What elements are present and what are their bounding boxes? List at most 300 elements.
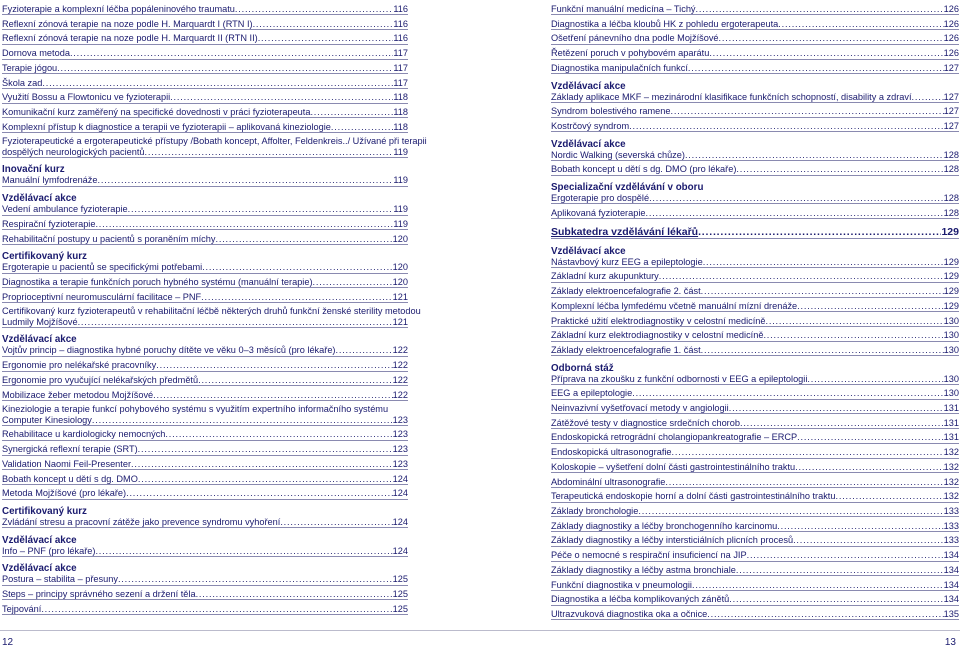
toc-entry[interactable] xyxy=(551,535,959,546)
dot-leader xyxy=(795,462,944,472)
dot-leader xyxy=(777,521,943,531)
dot-leader xyxy=(253,19,394,29)
toc-entry[interactable] xyxy=(2,63,408,74)
section-heading: Vzdělávací akce xyxy=(551,80,626,92)
toc-entry[interactable] xyxy=(2,4,408,15)
toc-entry[interactable] xyxy=(551,506,959,517)
toc-entry-title: Ultrazvuková diagnostika oka a očnice xyxy=(551,608,708,619)
dot-leader xyxy=(701,286,944,296)
toc-entry-page: 118 xyxy=(393,121,408,132)
toc-entry[interactable] xyxy=(551,208,959,219)
toc-entry[interactable] xyxy=(2,360,408,371)
toc-entry-page: 127 xyxy=(943,91,959,102)
toc-entry[interactable] xyxy=(551,447,959,458)
toc-entry-page: 130 xyxy=(943,315,959,326)
toc-entry-title: Příprava na zkoušku z funkční odbornosti v EEG a epileptologii xyxy=(551,373,808,384)
toc-entry-title: Endoskopická ultrasonografie xyxy=(551,447,672,458)
toc-entry-page: 134 xyxy=(943,550,959,561)
toc-entry[interactable] xyxy=(2,390,408,401)
section-heading: Specializační vzdělávání v oboru xyxy=(551,182,704,194)
section-heading: Odborná stáž xyxy=(551,362,614,374)
toc-entry-title-line1: Certifikovaný kurz fyzioterapeutů v rehabilitační léčbě některých druhů funkční ženské sterility metodou xyxy=(2,306,421,317)
toc-entry-title: Bobath koncept u dětí s dg. DMO (pro lékaře) xyxy=(551,164,737,175)
dot-leader xyxy=(170,92,393,102)
toc-entry[interactable] xyxy=(551,594,959,605)
toc-entry[interactable] xyxy=(2,234,408,245)
dot-leader xyxy=(235,4,393,14)
dot-leader xyxy=(313,277,393,287)
toc-entry[interactable] xyxy=(2,92,408,103)
dot-leader xyxy=(128,204,394,214)
toc-entry-title: Endoskopická retrográdní cholangiopankreatografie – ERCP xyxy=(551,432,798,443)
toc-entry-title: Ergoterapie pro dospělé xyxy=(551,193,650,204)
department-heading-page: 129 xyxy=(941,226,959,239)
toc-entry[interactable] xyxy=(2,175,408,186)
toc-entry[interactable] xyxy=(551,257,959,268)
toc-entry[interactable] xyxy=(551,609,959,620)
toc-entry[interactable] xyxy=(2,574,408,585)
dot-leader xyxy=(138,444,393,454)
toc-entry[interactable] xyxy=(551,418,959,429)
toc-entry-title: Komunikační kurz zaměřený na specifické dovednosti v práci fyzioterapeuta xyxy=(2,106,311,117)
toc-entry[interactable] xyxy=(2,262,408,273)
toc-entry-page: 125 xyxy=(392,603,408,614)
dot-leader xyxy=(336,345,393,355)
dot-leader xyxy=(92,415,393,425)
toc-entry-page: 130 xyxy=(943,344,959,355)
dot-leader xyxy=(765,316,943,326)
dot-leader xyxy=(201,292,393,302)
toc-entry[interactable] xyxy=(551,316,959,327)
dot-leader xyxy=(280,517,392,527)
toc-entry-line2 xyxy=(2,317,408,328)
toc-entry-title: Proprioceptivní neuromusculární facilitace – PNF xyxy=(2,291,202,302)
dot-leader xyxy=(736,565,944,575)
toc-entry[interactable] xyxy=(551,345,959,356)
toc-entry-page: 128 xyxy=(943,164,959,175)
toc-entry-page: 135 xyxy=(943,608,959,619)
toc-entry-line2 xyxy=(2,415,408,426)
toc-entry[interactable] xyxy=(2,589,408,600)
toc-entry-page: 129 xyxy=(943,271,959,282)
toc-entry-page: 129 xyxy=(943,286,959,297)
toc-entry-title: Péče o nemocné s respirační insuficiencí na JIP xyxy=(551,550,747,561)
page-number-right: 13 xyxy=(944,637,956,648)
toc-entry-page: 132 xyxy=(943,461,959,472)
toc-entry-page: 130 xyxy=(943,330,959,341)
toc-entry-page: 121 xyxy=(392,291,408,302)
toc-entry-title: Základy elektroencefalografie 2. část xyxy=(551,286,701,297)
dot-leader xyxy=(638,506,943,516)
toc-entry-page: 123 xyxy=(392,414,408,425)
toc-entry-page: 128 xyxy=(943,193,959,204)
toc-entry[interactable] xyxy=(2,204,408,215)
toc-entry-page: 122 xyxy=(392,360,408,371)
toc-entry[interactable] xyxy=(551,477,959,488)
toc-entry-page: 126 xyxy=(943,48,959,59)
toc-entry-title-line1: Fyzioterapeutické a ergoterapeutické přístupy /Bobath koncept, Affolter, Feldenkreis../ Užívané při terapii xyxy=(2,136,427,147)
section-heading: Certifikovaný kurz xyxy=(2,505,87,517)
toc-column-left xyxy=(2,4,427,618)
toc-entry-page: 131 xyxy=(943,432,959,443)
dot-leader xyxy=(797,301,944,311)
dot-leader xyxy=(41,604,392,614)
toc-entry[interactable] xyxy=(2,277,408,288)
toc-entry-title: Kostrčový syndrom xyxy=(551,120,630,131)
toc-entry-page: 127 xyxy=(943,120,959,131)
toc-entry[interactable] xyxy=(2,33,408,44)
toc-entry[interactable] xyxy=(551,121,959,132)
section-heading: Inovační kurz xyxy=(2,164,65,176)
toc-entry[interactable] xyxy=(551,491,959,502)
toc-entry-title: Bobath koncept u dětí s dg. DMO xyxy=(2,473,138,484)
toc-entry-title: Info – PNF (pro lékaře) xyxy=(2,545,96,556)
toc-entry-page: 129 xyxy=(943,300,959,311)
toc-entry-title: Abdominální ultrasonografie xyxy=(551,476,666,487)
toc-entry[interactable] xyxy=(2,604,408,615)
toc-entry-title: Vojtův princip – diagnostika hybné poruchy dítěte ve věku 0–3 měsíců (pro lékaře) xyxy=(2,345,336,356)
toc-entry-title: Diagnostika a terapie funkčních poruch hybného systému (manuální terapie) xyxy=(2,276,313,287)
toc-entry[interactable] xyxy=(551,432,959,443)
dot-leader xyxy=(95,546,392,556)
dot-leader xyxy=(310,107,393,117)
toc-entry[interactable] xyxy=(2,517,408,528)
toc-entry-page: 118 xyxy=(393,106,408,117)
dot-leader xyxy=(258,33,394,43)
toc-entry-title: Praktické užití elektrodiagnostiky v celostní medicíně xyxy=(551,315,766,326)
section-heading: Vzdělávací akce xyxy=(2,334,77,346)
toc-entry[interactable] xyxy=(551,330,959,341)
toc-entry-page: 129 xyxy=(943,256,959,267)
toc-entry[interactable] xyxy=(2,375,408,386)
toc-entry-page: 134 xyxy=(943,594,959,605)
toc-entry-page: 119 xyxy=(393,204,408,215)
toc-entry-title: Základní kurz elektrodiagnostiky v celostní medicíně xyxy=(551,330,764,341)
toc-entry[interactable] xyxy=(551,403,959,414)
toc-entry[interactable] xyxy=(551,164,959,175)
toc-entry-page: 122 xyxy=(392,374,408,385)
toc-entry[interactable] xyxy=(2,122,408,133)
dot-leader xyxy=(98,175,394,185)
toc-entry-title: Terapeutická endoskopie horní a dolní části gastrointestinálního traktu xyxy=(551,491,836,502)
dot-leader xyxy=(331,122,393,132)
section-heading: Vzdělávací akce xyxy=(551,245,626,257)
toc-entry-title: Řetězení poruch v pohybovém aparátu xyxy=(551,48,710,59)
toc-entry-title: Mobilizace žeber metodou Mojžíšové xyxy=(2,389,154,400)
toc-entry-title: Terapie jógou xyxy=(2,62,58,73)
dot-leader xyxy=(145,147,394,157)
toc-entry[interactable] xyxy=(2,19,408,30)
toc-column-right xyxy=(551,4,959,624)
toc-entry-title: Reflexní zónová terapie na noze podle H. Marquardt I (RTN I) xyxy=(2,18,253,29)
dot-leader xyxy=(118,574,393,584)
toc-entry-page: 120 xyxy=(392,276,408,287)
toc-entry-title: Respirační fyzioterapie xyxy=(2,218,96,229)
dot-leader xyxy=(736,164,943,174)
dot-leader xyxy=(797,432,943,442)
toc-entry-page: 120 xyxy=(392,233,408,244)
toc-entry-page: 130 xyxy=(943,373,959,384)
toc-entry-page: 119 xyxy=(393,175,408,186)
toc-entry[interactable] xyxy=(551,271,959,282)
toc-entry-title-line2: dospělých neurologických pacientů xyxy=(2,146,145,157)
toc-entry[interactable] xyxy=(551,462,959,473)
toc-entry-page: 124 xyxy=(392,473,408,484)
dot-leader xyxy=(672,447,944,457)
toc-entry-title: Ergonomie pro vyučující nelékařských předmětů xyxy=(2,374,199,385)
toc-entry[interactable] xyxy=(551,150,959,161)
toc-entry-title: Rehabilitace u kardiologicky nemocných xyxy=(2,429,166,440)
dot-leader xyxy=(126,488,393,498)
toc-entry-page: 122 xyxy=(392,389,408,400)
dot-leader xyxy=(198,375,393,385)
page-divider xyxy=(0,630,960,631)
dot-leader xyxy=(215,234,392,244)
dot-leader xyxy=(793,535,944,545)
dot-leader xyxy=(703,257,944,267)
toc-entry-page: 123 xyxy=(392,458,408,469)
toc-entry-page: 127 xyxy=(943,106,959,117)
toc-entry[interactable] xyxy=(2,48,408,59)
toc-entry-title: Postura – stabilita – přesuny xyxy=(2,574,118,585)
toc-entry-page: 117 xyxy=(393,62,408,73)
dot-leader xyxy=(156,360,392,370)
toc-entry[interactable] xyxy=(2,404,408,426)
toc-entry-page: 125 xyxy=(392,574,408,585)
dot-leader xyxy=(747,550,944,560)
dot-leader xyxy=(912,92,944,102)
toc-entry-title: Neinvazivní vyšetřovací metody v angiologii xyxy=(551,403,729,414)
dot-leader xyxy=(138,474,393,484)
toc-entry[interactable] xyxy=(2,459,408,470)
toc-entry-title-line2: Ludmily Mojžíšové xyxy=(2,316,78,327)
toc-entry-title: Syndrom bolestivého ramene xyxy=(551,106,671,117)
dot-leader xyxy=(763,330,943,340)
dot-leader xyxy=(685,150,944,160)
toc-entry-title: Dornova metoda xyxy=(2,48,70,59)
toc-entry-page: 134 xyxy=(943,564,959,575)
dot-leader xyxy=(131,459,393,469)
toc-entry[interactable] xyxy=(2,488,408,499)
dot-leader xyxy=(701,345,944,355)
toc-entry-page: 116 xyxy=(393,33,408,44)
dot-leader xyxy=(696,4,944,14)
toc-entry[interactable] xyxy=(551,580,959,591)
dot-leader xyxy=(665,477,943,487)
toc-entry-title: Ošetření pánevního dna podle Mojžíšové xyxy=(551,33,719,44)
toc-entry-page: 123 xyxy=(392,444,408,455)
dot-leader xyxy=(42,78,393,88)
section-heading: Vzdělávací akce xyxy=(551,138,626,150)
toc-entry[interactable] xyxy=(551,565,959,576)
dot-leader xyxy=(57,63,393,73)
toc-entry-title: Reflexní zónová terapie na noze podle H. Marquardt II (RTN II) xyxy=(2,33,258,44)
toc-entry-page: 121 xyxy=(392,316,408,327)
toc-entry-title: Zátěžové testy v diagnostice srdečních chorob xyxy=(551,417,740,428)
toc-entry-title: Využití Bossu a Flowtonicu ve fyzioterapii xyxy=(2,92,171,103)
toc-entry-title: Diagnostika a léčba kloubů HK z pohledu ergoterapeuta xyxy=(551,18,779,29)
toc-entry[interactable] xyxy=(2,78,408,89)
toc-entry-title: Ergonomie pro nelékařské pracovníky xyxy=(2,360,157,371)
toc-entry-title: Diagnostika manipulačních funkcí xyxy=(551,62,688,73)
department-heading-title: Subkatedra vzdělávání lékařů xyxy=(551,226,699,239)
dot-leader xyxy=(165,429,392,439)
toc-entry-page: 134 xyxy=(943,579,959,590)
toc-entry-title: Tejpování xyxy=(2,603,42,614)
toc-entry-page: 132 xyxy=(943,447,959,458)
toc-entry-title: Nordic Walking (severská chůze) xyxy=(551,149,685,160)
section-heading: Vzdělávací akce xyxy=(2,563,77,575)
toc-entry[interactable] xyxy=(2,474,408,485)
page-number-left: 12 xyxy=(2,637,14,648)
dot-leader xyxy=(629,121,944,131)
dot-leader xyxy=(729,594,943,604)
dot-leader xyxy=(202,262,392,272)
dot-leader xyxy=(835,491,943,501)
toc-entry-title: Základní kurz akupunktury xyxy=(551,271,659,282)
dot-leader xyxy=(707,609,943,619)
toc-entry-title: Komplexní léčba lymfedému včetně manuální mízní drenáže xyxy=(551,300,798,311)
toc-entry[interactable] xyxy=(551,4,959,15)
toc-entry[interactable] xyxy=(551,33,959,44)
toc-entry-title: Základy diagnostiky a léčby bronchogenního karcinomu xyxy=(551,520,778,531)
toc-entry[interactable] xyxy=(2,107,408,118)
toc-entry-title: Ergoterapie u pacientů se specifickými potřebami xyxy=(2,262,203,273)
toc-entry-page: 127 xyxy=(943,62,959,73)
toc-entry-page: 116 xyxy=(393,4,408,14)
toc-entry-title: Synergická reflexní terapie (SRT) xyxy=(2,444,138,455)
toc-entry-title: Základy diagnostiky a léčby intersticiálních plicních procesů xyxy=(551,535,794,546)
toc-entry-page: 123 xyxy=(392,429,408,440)
toc-entry-title-line1: Kineziologie a terapie funkcí pohybového systému s využitím expertního informačního systému xyxy=(2,404,389,415)
toc-entry-page: 122 xyxy=(392,345,408,356)
toc-entry-page: 119 xyxy=(393,146,408,157)
toc-entry-page: 126 xyxy=(943,33,959,44)
toc-entry-page: 132 xyxy=(943,476,959,487)
toc-entry-page: 124 xyxy=(392,488,408,499)
dot-leader xyxy=(778,19,943,29)
toc-entry-title: Základy diagnostiky a léčby astma bronchiale xyxy=(551,564,736,575)
department-heading[interactable] xyxy=(551,226,959,239)
toc-entry-page: 125 xyxy=(392,589,408,600)
toc-entry-title: Steps – principy správného sezení a držení těla xyxy=(2,589,196,600)
toc-entry-title: Funkční diagnostika v pneumologii xyxy=(551,579,692,590)
toc-entry-line2 xyxy=(2,147,408,158)
toc-entry-title: Rehabilitační postupy u pacientů s poraněním míchy xyxy=(2,233,216,244)
toc-entry[interactable] xyxy=(2,546,408,557)
toc-entry-title: Škola zad xyxy=(2,77,43,88)
toc-entry[interactable] xyxy=(2,292,408,303)
toc-entry[interactable] xyxy=(551,374,959,385)
dot-leader xyxy=(709,48,943,58)
toc-entry-title: Komplexní přístup k diagnostice a terapii ve fyzioterapii – aplikovaná kineziologie xyxy=(2,121,331,132)
toc-entry[interactable] xyxy=(551,388,959,399)
toc-entry-title: Funkční manuální medicína – Tichý xyxy=(551,4,696,14)
dot-leader xyxy=(807,374,943,384)
dot-leader xyxy=(719,33,944,43)
toc-entry-page: 128 xyxy=(943,207,959,218)
toc-entry-page: 133 xyxy=(943,520,959,531)
dot-leader xyxy=(729,403,944,413)
toc-entry-title: Fyzioterapie a komplexní léčba popáleninového traumatu xyxy=(2,4,235,14)
toc-entry-page: 130 xyxy=(943,388,959,399)
dot-leader xyxy=(649,193,944,203)
dot-leader xyxy=(688,63,944,73)
toc-entry-page: 126 xyxy=(943,18,959,29)
toc-entry[interactable] xyxy=(551,106,959,117)
toc-entry-title: Validation Naomi Feil-Presenter xyxy=(2,458,132,469)
toc-entry-title: Základy aplikace MKF – mezinárodní klasifikace funkčních schopností, disability a zdraví xyxy=(551,91,912,102)
toc-entry[interactable] xyxy=(2,345,408,356)
toc-entry-page: 118 xyxy=(393,92,408,103)
toc-entry-page: 117 xyxy=(393,77,408,88)
toc-entry-title: Aplikovaná fyzioterapie xyxy=(551,207,646,218)
dot-leader xyxy=(671,106,944,116)
toc-entry[interactable] xyxy=(551,63,959,74)
toc-entry-title: Zvládání stresu a pracovní zátěže jako prevence syndromu vyhoření xyxy=(2,516,281,527)
dot-leader xyxy=(645,208,943,218)
toc-entry-page: 120 xyxy=(392,262,408,273)
toc-entry-title: Nástavbový kurz EEG a epileptologie xyxy=(551,256,703,267)
toc-entry[interactable] xyxy=(2,306,421,328)
dot-leader xyxy=(70,48,393,58)
toc-entry-page: 131 xyxy=(943,417,959,428)
toc-entry-page: 133 xyxy=(943,505,959,516)
dot-leader xyxy=(95,219,393,229)
toc-entry-page: 133 xyxy=(943,535,959,546)
toc-entry-page: 124 xyxy=(392,516,408,527)
toc-entry[interactable] xyxy=(2,429,408,440)
dot-leader xyxy=(196,589,393,599)
dot-leader xyxy=(153,390,393,400)
toc-entry-title: Metoda Mojžíšové (pro lékaře) xyxy=(2,488,127,499)
toc-entry[interactable] xyxy=(551,48,959,59)
section-heading: Certifikovaný kurz xyxy=(2,251,87,263)
toc-entry[interactable] xyxy=(2,136,427,158)
dot-leader xyxy=(692,580,944,590)
section-heading: Vzdělávací akce xyxy=(2,534,77,546)
toc-entry-title: Základy bronchologie xyxy=(551,505,639,516)
toc-entry[interactable] xyxy=(551,521,959,532)
dot-leader xyxy=(740,418,944,428)
toc-entry-title: Vedení ambulance fyzioterapie xyxy=(2,204,128,215)
toc-entry-title-line2: Computer Kinesiology xyxy=(2,414,92,425)
toc-entry-title: Manuální lymfodrenáže xyxy=(2,175,98,186)
toc-entry-title: Diagnostika a léčba komplikovaných zánětů xyxy=(551,594,730,605)
toc-entry[interactable] xyxy=(551,301,959,312)
toc-entry-page: 128 xyxy=(943,149,959,160)
toc-entry-title: EEG a epileptologie xyxy=(551,388,633,399)
toc-entry-page: 131 xyxy=(943,403,959,414)
dot-leader xyxy=(632,388,943,398)
toc-entry[interactable] xyxy=(2,219,408,230)
toc-entry-title: Základy elektroencefalografie 1. část xyxy=(551,344,701,355)
toc-entry[interactable] xyxy=(551,550,959,561)
toc-entry[interactable] xyxy=(551,19,959,30)
toc-entry-page: 116 xyxy=(393,18,408,29)
toc-entry[interactable] xyxy=(2,444,408,455)
toc-entry-page: 117 xyxy=(393,48,408,59)
toc-entry-page: 126 xyxy=(943,4,959,14)
section-heading: Vzdělávací akce xyxy=(2,193,77,205)
toc-entry-title: Koloskopie – vyšetření dolní části gastrointestinálního traktu xyxy=(551,461,796,472)
dot-leader xyxy=(78,317,393,327)
dot-leader xyxy=(659,271,944,281)
toc-entry-page: 119 xyxy=(393,218,408,229)
toc-entry[interactable] xyxy=(551,193,959,204)
toc-entry[interactable] xyxy=(551,286,959,297)
toc-entry[interactable] xyxy=(551,92,959,103)
